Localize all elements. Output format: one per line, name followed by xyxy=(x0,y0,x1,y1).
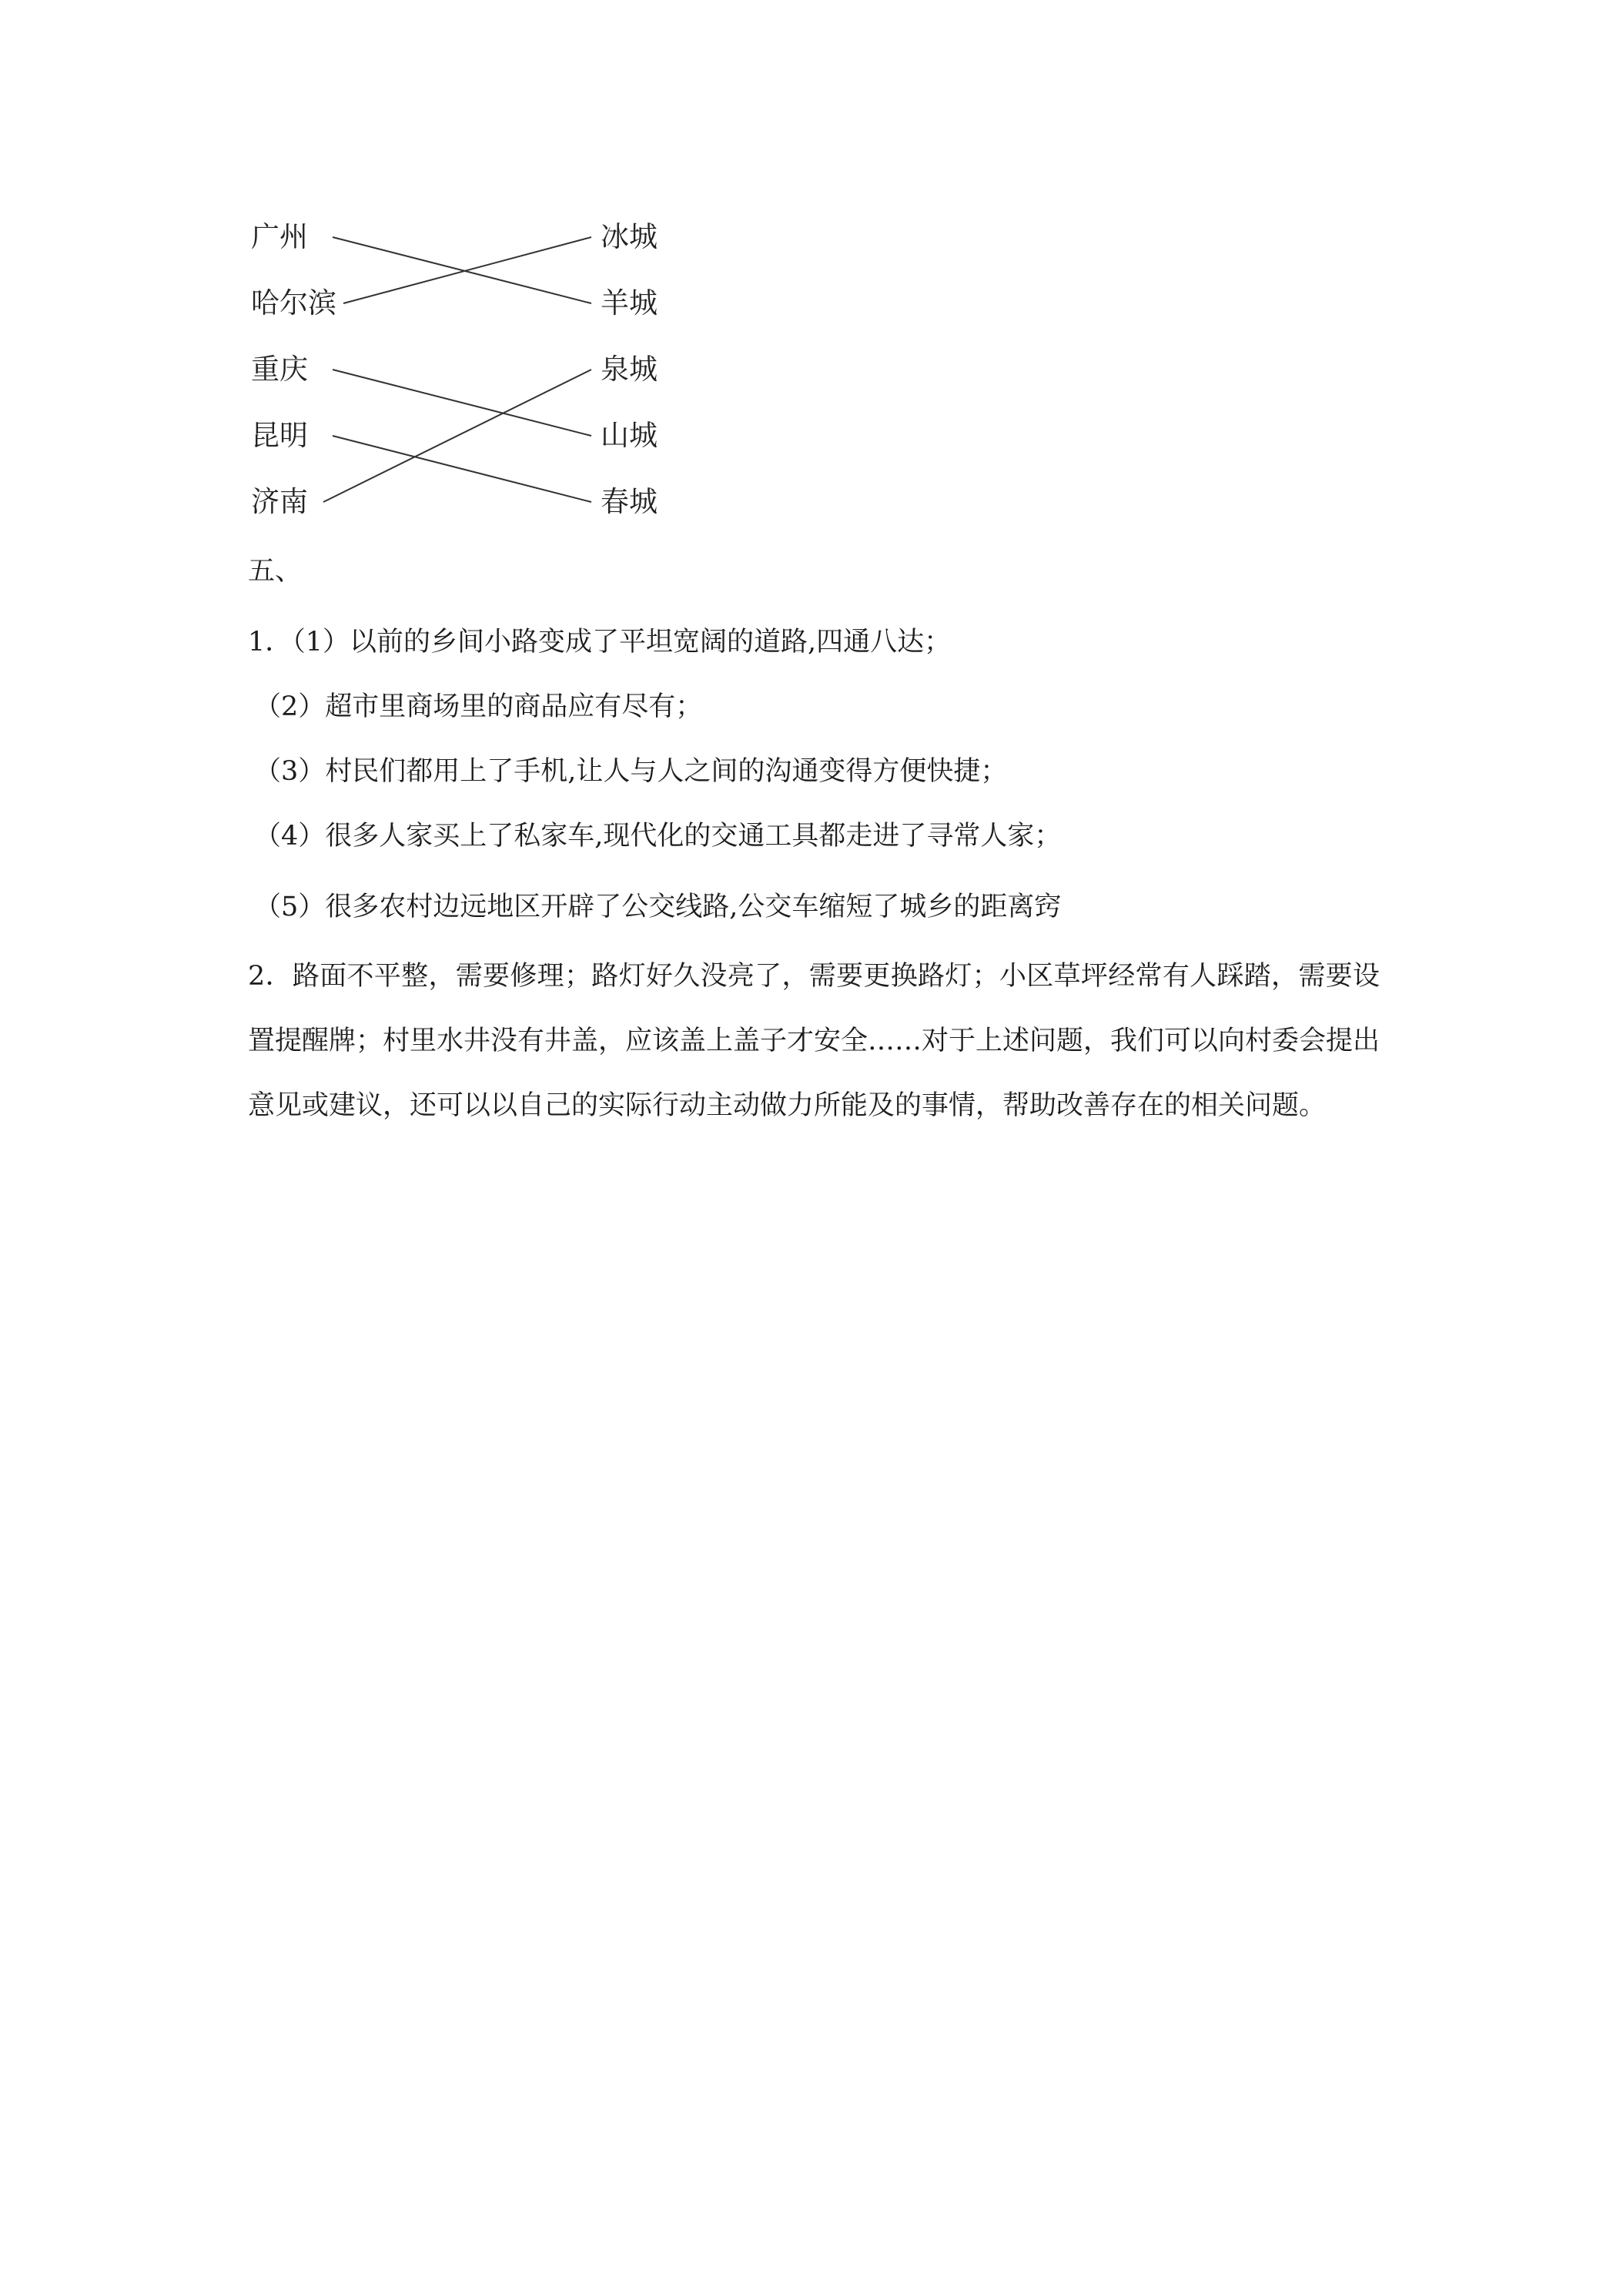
left-city-kunming: 昆明 xyxy=(251,419,308,452)
left-city-guangzhou: 广州 xyxy=(251,220,308,253)
matching-lines xyxy=(0,0,1623,539)
answer-question-2: 2．路面不平整，需要修理；路灯好久没亮了，需要更换路灯；小区草坪经常有人踩踏，需要设置提醒牌；村里水井没有井盖，应该盖上盖子才安全……对于上述问题，我们可以向村委会提出意见或建议，还可以以自己的实际行动主动做力所能及的事情，帮助改善存在的相关问题。 xyxy=(248,961,1380,1121)
answer-item-2: （2）超市里商场里的商品应有尽有； xyxy=(254,691,703,722)
answer-item-1: 1．（1）以前的乡间小路变成了平坦宽阔的道路,四通八达； xyxy=(248,627,952,658)
answer-item-5: （5）很多农村边远地区开辟了公交线路,公交车缩短了城乡的距离窍 xyxy=(254,892,1062,922)
answer-item-3: （3）村民们都用上了手机,让人与人之间的沟通变得方便快捷； xyxy=(254,756,1008,787)
section-heading: 五、 xyxy=(248,556,303,587)
right-nickname-shancheng: 山城 xyxy=(601,419,658,452)
right-nickname-bingcheng: 冰城 xyxy=(601,220,658,253)
match-line-5 xyxy=(323,370,591,502)
right-nickname-chuncheng: 春城 xyxy=(601,485,658,518)
left-city-haerbin: 哈尔滨 xyxy=(251,286,336,320)
match-line-3 xyxy=(333,370,591,436)
right-nickname-quancheng: 泉城 xyxy=(601,353,658,386)
right-nickname-yangcheng: 羊城 xyxy=(601,286,658,320)
answer-item-4: （4）很多人家买上了私家车,现代化的交通工具都走进了寻常人家； xyxy=(254,821,1062,852)
match-line-4 xyxy=(333,436,591,502)
left-city-chongqing: 重庆 xyxy=(251,353,308,386)
city-matching-diagram xyxy=(0,0,1623,539)
left-city-jinan: 济南 xyxy=(251,485,308,518)
